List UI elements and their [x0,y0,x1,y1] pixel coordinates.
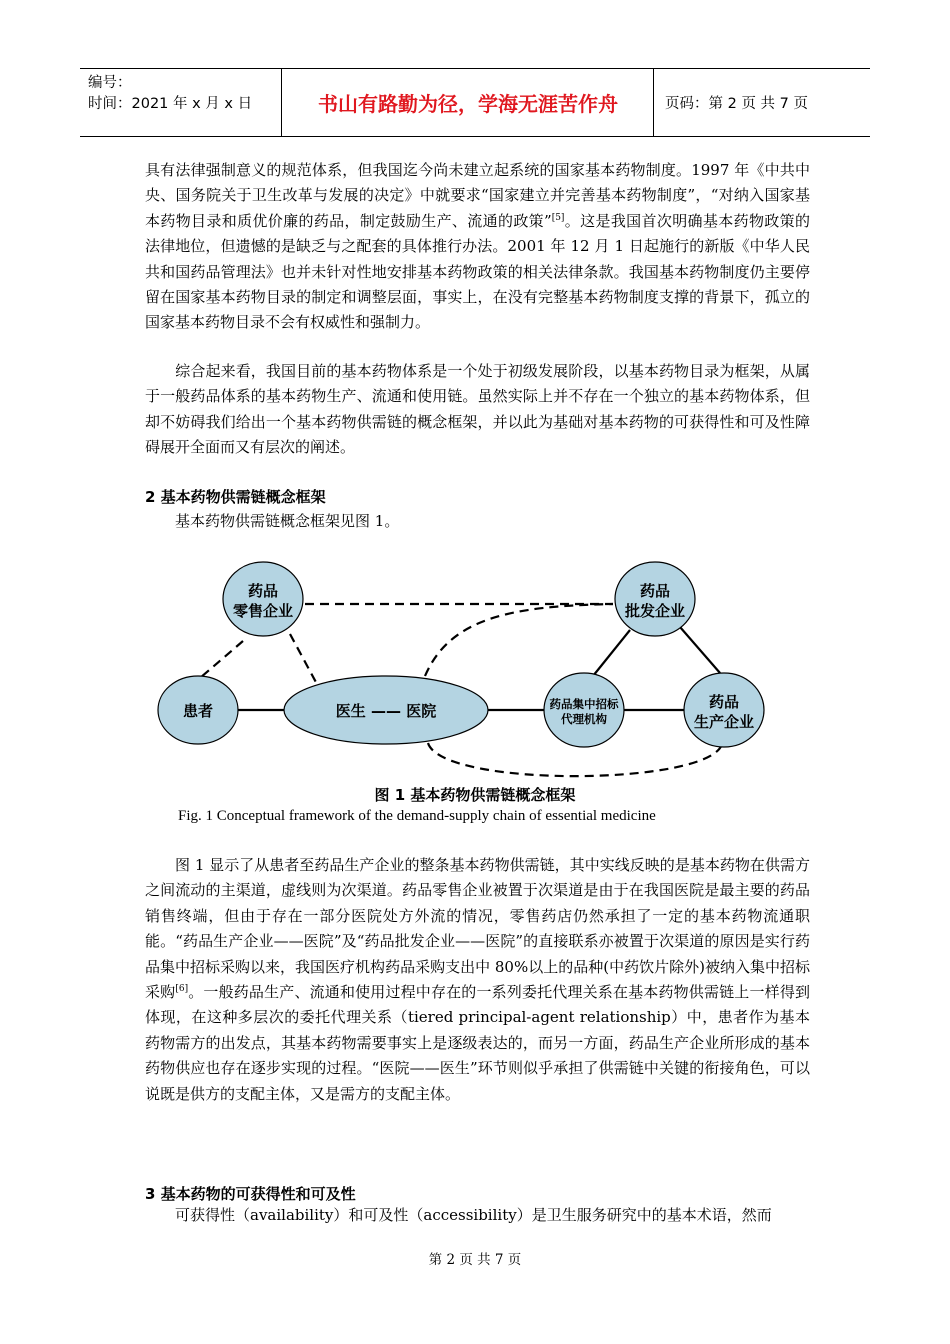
manufacturer-label-2: 生产企业 [693,713,755,731]
document-number: 编号： [88,75,132,91]
paragraph-1 [145,158,810,336]
paragraph-1-text-a: 具有法律强制意义的规范体系，但我国迄今尚未建立起系统的国家基本药物制度。1997 年《中共中央、国务院关于卫生改革与发展的决定》中就要求“国家建立并完善基本药物制度”，“对纳入国家基本药物目录和质优价廉的药品，制定鼓励生产、流通的政策” [145,161,810,230]
retail-label-1: 药品 [247,582,279,600]
section-3-heading: 3 基本药物的可获得性和可及性 [145,1185,356,1203]
page-footer: 第 2 页 共 7 页 [428,1252,522,1268]
wholesale-manufacturer-link [680,627,720,673]
hospital-label: 医生 —— 医院 [335,702,437,720]
citation-6: [6] [175,984,189,995]
paragraph-3 [145,853,810,1107]
page-header [80,68,870,137]
retail-hospital-link [290,634,318,686]
retail-patient-link [200,641,243,678]
wholesale-agency-link [593,630,630,676]
wholesale-hospital-link [425,604,613,676]
agency-label-1: 药品集中招标 [549,697,619,711]
paragraph-1-text-b: 。这是我国首次明确基本药物政策的法律地位，但遗憾的是缺乏与之配套的具体推行办法。2001 年 12 月 1 日起施行的新版《中华人民共和国药品管理法》也并未针对性地安排基本药物政策的相关法律条款。我国基本药物制度仍主要停留在国家基本药物目录的制定和调整层面，事实上，在没有完整基本药物制度支撑的背景下，孤立的国家基本药物目录不会有权威性和强制力。 [145,211,810,332]
paragraph-3-text-a: 图 1 显示了从患者至药品生产企业的整条基本药物供需链，其中实线反映的是基本药物在供需方之间流动的主渠道，虚线则为次渠道。药品零售企业被置于次渠道是由于在我国医院是最主要的药品销售终端，但由于存在一部分医院处方外流的情况，零售药店仍然承担了一定的基本药物流通职能。“药品生产企业——医院”及“药品批发企业——医院”的直接联系亦被置于次渠道的原因是实行药品集中招标采购以来，我国医疗机构药品采购支出中 80%以上的品种(中药饮片除外)被纳入集中招标采购 [145,856,810,1002]
paragraph-3-text-b: 。一般药品生产、流通和使用过程中存在的一系列委托代理关系在基本药物供需链上一样得到体现，在这种多层次的委托代理关系（tiered principal-agent relationship）中，患者作为基本药物需方的出发点，其基本药物需要事实上是逐级表达的，而另一方面，药品生产企业所形成的基本药物供应也存在逐步实现的过程。“医院——医生”环节则似乎承担了供需链中关键的衔接角色，可以说既是供方的支配主体，又是需方的支配主体。 [145,983,810,1103]
figure-caption-cn: 图 1 基本药物供需链概念框架 [374,786,576,804]
section-2-intro: 基本药物供需链概念框架见图 1。 [145,512,400,530]
header-motto: 书山有路勤为径，学海无涯苦作舟 [283,69,654,136]
header-meta-cell [80,69,282,136]
paragraph-2: 综合起来看，我国目前的基本药物体系是一个处于初级发展阶段，以基本药物目录为框架，从属于一般药品体系的基本药物生产、流通和使用链。虽然实际上并不存在一个独立的基本药物体系，但却不妨碍我们给出一个基本药物供需链的概念框架，并以此为基础对基本药物的可获得性和可及性障碍展开全面而又有层次的阐述。 [145,362,810,457]
section-2-heading: 2 基本药物供需链概念框架 [145,488,326,506]
manufacturer-label-1: 药品 [708,693,740,711]
document-date: 时间：2021 年 x 月 x 日 [88,96,253,112]
citation-5: [5] [551,212,565,223]
patient-label: 患者 [182,702,214,720]
figure-caption-en: Fig. 1 Conceptual framework of the demand-supply chain of essential medicine [178,808,656,824]
agency-label-2: 代理机构 [561,712,607,726]
supply-chain-diagram [150,558,790,783]
wholesale-label-2: 批发企业 [624,602,686,620]
header-page-number: 页码：第 2 页 共 7 页 [665,96,808,112]
paragraph-4: 可获得性（availability）和可及性（accessibility）是卫生服务研究中的基本术语，然而 [145,1206,772,1224]
retail-label-2: 零售企业 [232,602,294,620]
manufacturer-hospital-link [428,743,722,776]
wholesale-label-1: 药品 [639,582,671,600]
